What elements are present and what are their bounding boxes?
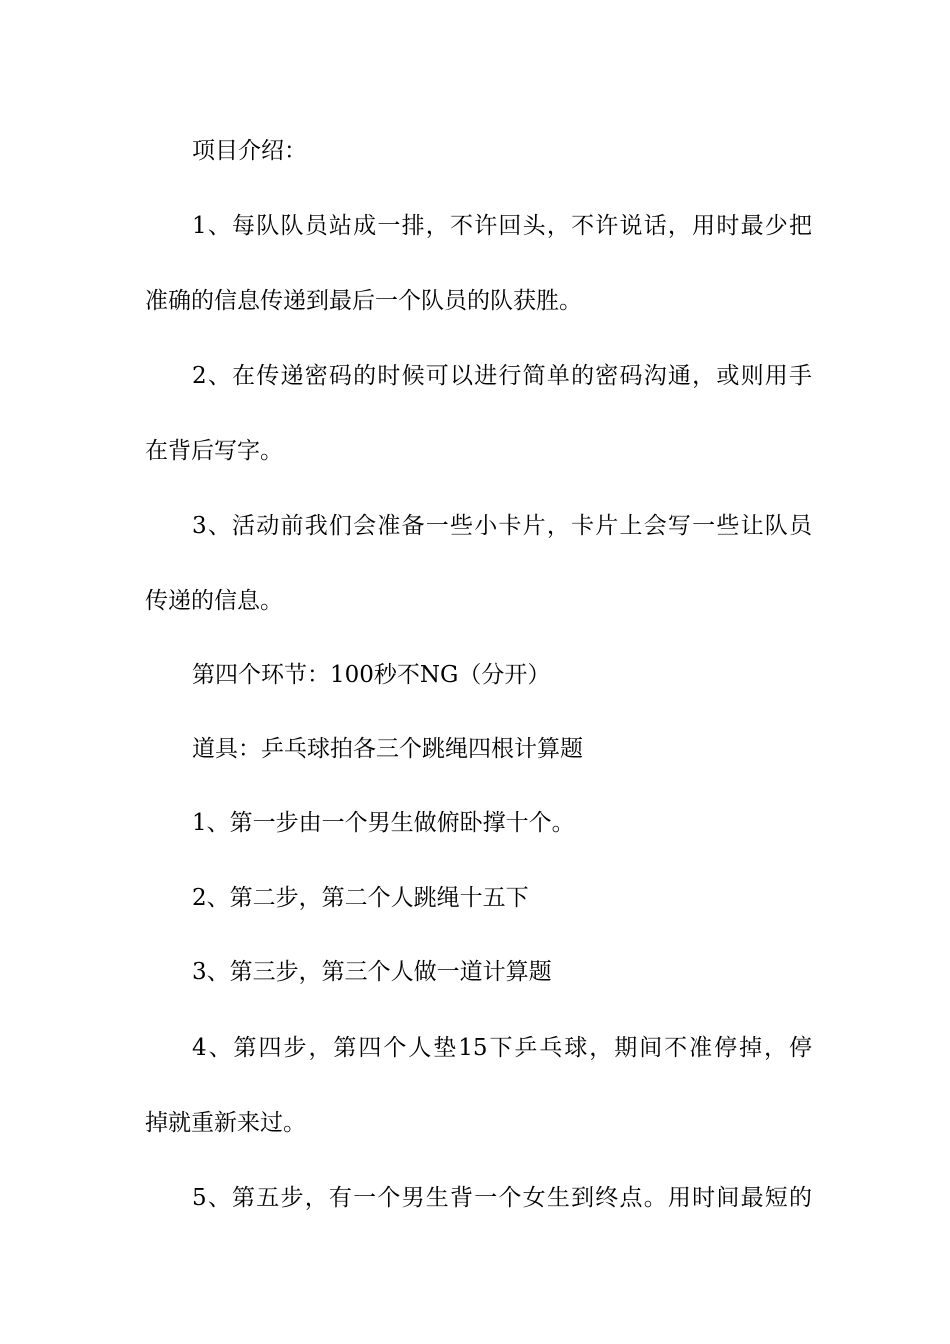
list-item: 4、第四步，第四个人垫15下乒乓球，期间不准停掉，停 (192, 1035, 812, 1061)
paragraph-line: 准确的信息传递到最后一个队员的队获胜。 (145, 288, 582, 314)
list-item: 3、第三步，第三个人做一道计算题 (192, 959, 552, 985)
paragraph-line: 2、在传递密码的时候可以进行简单的密码沟通，或则用手 (192, 363, 812, 389)
paragraph-line: 1、每队队员站成一排，不许回头，不许说话，用时最少把 (192, 213, 812, 239)
section-heading-fourth-stage: 第四个环节：100秒不NG（分开） (192, 662, 551, 688)
paragraph-line: 在背后写字。 (145, 438, 283, 464)
list-item: 5、第五步，有一个男生背一个女生到终点。用时间最短的 (192, 1185, 812, 1211)
paragraph-line: 传递的信息。 (145, 588, 283, 614)
props-line: 道具：乒乓球拍各三个跳绳四根计算题 (192, 736, 583, 762)
paragraph-line: 掉就重新来过。 (145, 1110, 306, 1136)
list-item: 1、第一步由一个男生做俯卧撑十个。 (192, 810, 575, 836)
paragraph-line: 3、活动前我们会准备一些小卡片，卡片上会写一些让队员 (192, 513, 812, 539)
section-heading-project-intro: 项目介绍： (192, 138, 307, 164)
list-item: 2、第二步，第二个人跳绳十五下 (192, 885, 529, 911)
